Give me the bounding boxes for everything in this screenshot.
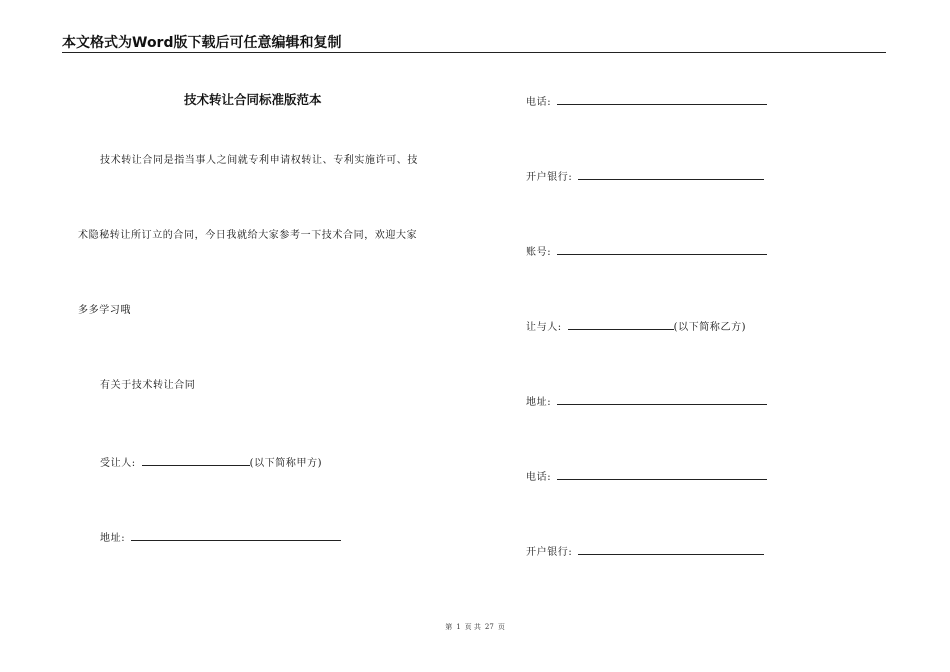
field-transferor-suffix: (以下简称乙方) [673,322,747,333]
document-header-text: 本文格式为Word版下载后可任意编辑和复制 [62,35,342,51]
field-bank-1-blank [578,168,764,180]
field-phone-1-label: 电话: [526,97,552,108]
field-transferee-suffix: (以下简称甲方) [249,458,323,469]
field-transferee [100,454,322,471]
intro-line-1: 技术转让合同是指当事人之间就专利申请权转让、专利实施许可、技 [100,155,418,166]
field-bank-2-label: 开户银行: [526,547,573,558]
field-account [526,243,767,260]
footer-prefix: 第 [445,623,453,631]
field-address-left [100,529,341,546]
field-phone-1-blank [557,93,767,105]
field-address-right-blank [557,393,767,405]
field-transferee-blank [142,454,250,466]
footer-mid: 页 共 [464,623,481,631]
field-transferor-label: 让与人: [526,322,562,333]
page-footer [0,622,950,632]
section-heading: 有关于技术转让合同 [100,380,196,391]
header-divider [62,52,886,53]
field-account-blank [557,243,767,255]
footer-suffix: 页 [497,623,505,631]
field-address-left-label: 地址: [100,533,126,544]
field-phone-1 [526,93,767,110]
page-total: 27 [484,623,494,631]
intro-line-2: 术隐秘转让所订立的合同，今日我就给大家参考一下技术合同，欢迎大家 [78,230,418,241]
field-bank-2-blank [578,543,764,555]
field-bank-1 [526,168,764,185]
intro-line-3: 多多学习哦 [78,305,131,316]
field-phone-2 [526,468,767,485]
field-transferor [526,318,746,335]
field-bank-2 [526,543,764,560]
field-address-right [526,393,767,410]
field-address-right-label: 地址: [526,397,552,408]
field-address-left-blank [131,529,341,541]
field-transferee-label: 受让人: [100,458,136,469]
field-bank-1-label: 开户银行: [526,172,573,183]
field-account-label: 账号: [526,247,552,258]
document-title: 技术转让合同标准版范本 [184,92,322,107]
page-number: 1 [456,623,461,631]
field-phone-2-label: 电话: [526,472,552,483]
field-phone-2-blank [557,468,767,480]
field-transferor-blank [568,318,674,330]
